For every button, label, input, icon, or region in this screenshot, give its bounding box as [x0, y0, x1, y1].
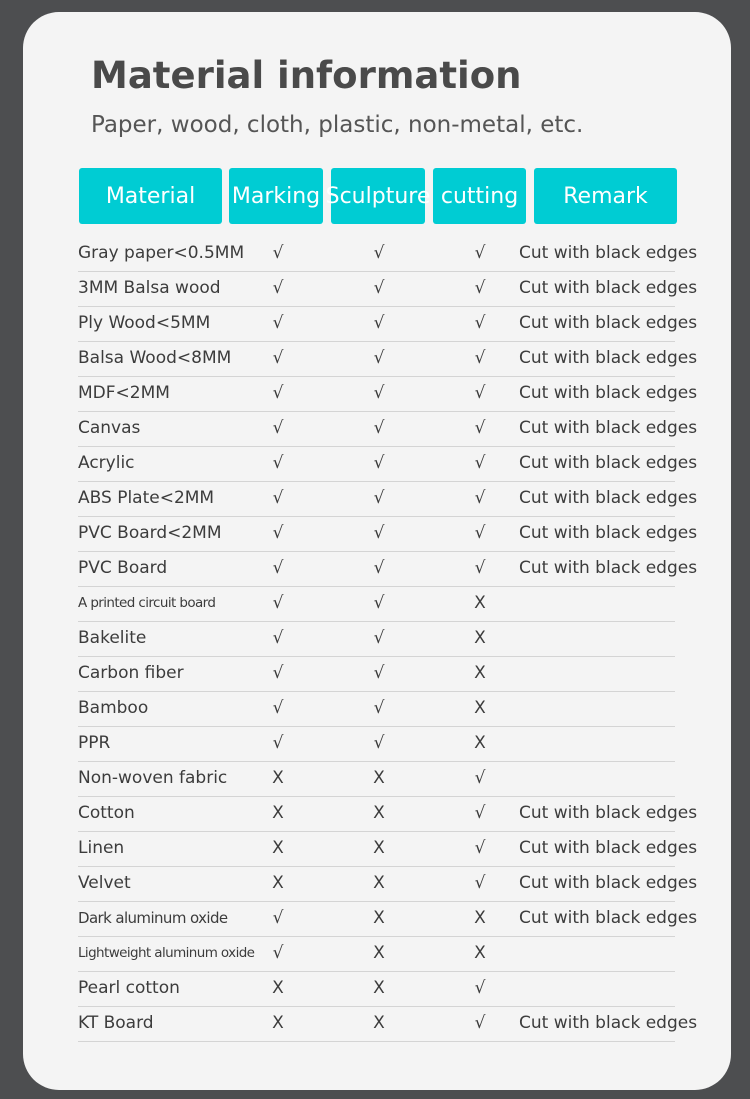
cutting-cell: √ [474, 453, 486, 473]
remark-cell: Cut with black edges [519, 383, 698, 403]
cutting-cell: √ [474, 243, 486, 263]
table-row [78, 1006, 698, 1042]
cutting-cell: √ [474, 523, 486, 543]
cutting-cell: √ [474, 558, 486, 578]
table-row [78, 586, 675, 622]
sculpture-cell: X [373, 768, 385, 788]
table-row [78, 761, 675, 797]
remark-cell: Cut with black edges [519, 803, 698, 823]
remark-cell [519, 656, 689, 691]
material-cell: Acrylic [78, 453, 135, 473]
table-row [78, 481, 698, 517]
sculpture-cell: X [373, 943, 385, 963]
cutting-cell: X [474, 698, 486, 718]
material-cell: MDF<2MM [78, 383, 170, 403]
remark-cell: Cut with black edges [519, 873, 698, 893]
material-cell: Lightweight aluminum oxide [78, 945, 255, 961]
sculpture-cell: √ [373, 278, 385, 298]
remark-cell: Cut with black edges [519, 313, 698, 333]
marking-cell: √ [272, 488, 284, 508]
remark-cell: Cut with black edges [519, 348, 698, 368]
table-row [78, 516, 698, 552]
cutting-cell: √ [474, 418, 486, 438]
remark-cell: Cut with black edges [519, 488, 698, 508]
material-cell: Gray paper<0.5MM [78, 243, 245, 263]
marking-cell: √ [272, 943, 284, 963]
table-row [78, 621, 675, 657]
table-row [78, 236, 698, 272]
sculpture-cell: √ [373, 733, 385, 753]
sculpture-cell: √ [373, 698, 385, 718]
material-cell: A printed circuit board [78, 595, 216, 611]
marking-cell: X [272, 768, 284, 788]
sculpture-cell: X [373, 908, 385, 928]
header-remark: Remark [534, 168, 677, 224]
sculpture-cell: X [373, 1013, 385, 1033]
marking-cell: √ [272, 663, 284, 683]
sculpture-cell: X [373, 803, 385, 823]
remark-cell [519, 971, 689, 1006]
sculpture-cell: √ [373, 663, 385, 683]
table-row [78, 656, 675, 692]
header-marking: Marking [229, 168, 323, 224]
cutting-cell: √ [474, 873, 486, 893]
marking-cell: √ [272, 453, 284, 473]
material-cell: Pearl cotton [78, 978, 180, 998]
marking-cell: X [272, 838, 284, 858]
remark-cell [519, 726, 689, 761]
table-row [78, 551, 698, 587]
remark-cell: Cut with black edges [519, 558, 698, 578]
material-cell: Cotton [78, 803, 135, 823]
remark-cell: Cut with black edges [519, 838, 698, 858]
header-material: Material [79, 168, 222, 224]
table-row [78, 866, 698, 902]
sculpture-cell: √ [373, 348, 385, 368]
remark-cell: Cut with black edges [519, 453, 698, 473]
table-row [78, 796, 698, 832]
sculpture-cell: √ [373, 243, 385, 263]
table-row [78, 901, 698, 937]
cutting-cell: √ [474, 1013, 486, 1033]
table-row [78, 411, 698, 447]
material-info-card [23, 12, 731, 1090]
material-cell: 3MM Balsa wood [78, 278, 221, 298]
marking-cell: √ [272, 593, 284, 613]
page-subtitle: Paper, wood, cloth, plastic, non-metal, etc. [91, 112, 584, 138]
remark-cell: Cut with black edges [519, 418, 698, 438]
table-row [78, 831, 698, 867]
table-row [78, 446, 698, 482]
sculpture-cell: √ [373, 418, 385, 438]
material-cell: Linen [78, 838, 125, 858]
remark-cell [519, 936, 689, 971]
page-title: Material information [91, 54, 522, 97]
sculpture-cell: X [373, 978, 385, 998]
marking-cell: X [272, 803, 284, 823]
marking-cell: X [272, 978, 284, 998]
table-row [78, 936, 675, 972]
cutting-cell: X [474, 733, 486, 753]
marking-cell: √ [272, 383, 284, 403]
cutting-cell: √ [474, 838, 486, 858]
cutting-cell: √ [474, 313, 486, 333]
cutting-cell: X [474, 663, 486, 683]
header-cutting: cutting [433, 168, 526, 224]
cutting-cell: √ [474, 978, 486, 998]
marking-cell: √ [272, 278, 284, 298]
marking-cell: X [272, 1013, 284, 1033]
marking-cell: √ [272, 523, 284, 543]
material-cell: Balsa Wood<8MM [78, 348, 232, 368]
marking-cell: √ [272, 733, 284, 753]
marking-cell: √ [272, 698, 284, 718]
cutting-cell: √ [474, 488, 486, 508]
remark-cell [519, 761, 689, 796]
material-cell: Velvet [78, 873, 131, 893]
material-cell: Canvas [78, 418, 141, 438]
remark-cell: Cut with black edges [519, 523, 698, 543]
marking-cell: √ [272, 348, 284, 368]
sculpture-cell: X [373, 873, 385, 893]
remark-cell: Cut with black edges [519, 1013, 698, 1033]
material-cell: Carbon fiber [78, 663, 184, 683]
cutting-cell: √ [474, 383, 486, 403]
marking-cell: √ [272, 908, 284, 928]
sculpture-cell: X [373, 838, 385, 858]
table-row [78, 306, 698, 342]
remark-cell [519, 621, 689, 656]
sculpture-cell: √ [373, 523, 385, 543]
cutting-cell: √ [474, 348, 486, 368]
material-cell: Bamboo [78, 698, 149, 718]
material-cell: Bakelite [78, 628, 147, 648]
marking-cell: √ [272, 418, 284, 438]
material-cell: Non-woven fabric [78, 768, 228, 788]
sculpture-cell: √ [373, 628, 385, 648]
marking-cell: X [272, 873, 284, 893]
cutting-cell: X [474, 908, 486, 928]
cutting-cell: √ [474, 278, 486, 298]
cutting-cell: X [474, 943, 486, 963]
sculpture-cell: √ [373, 383, 385, 403]
remark-cell: Cut with black edges [519, 278, 698, 298]
table-row [78, 341, 698, 377]
sculpture-cell: √ [373, 558, 385, 578]
cutting-cell: X [474, 628, 486, 648]
cutting-cell: √ [474, 768, 486, 788]
remark-cell: Cut with black edges [519, 908, 698, 928]
table-row [78, 726, 675, 762]
marking-cell: √ [272, 628, 284, 648]
material-cell: PPR [78, 733, 111, 753]
marking-cell: √ [272, 243, 284, 263]
sculpture-cell: √ [373, 488, 385, 508]
table-row [78, 271, 698, 307]
sculpture-cell: √ [373, 313, 385, 333]
remark-cell [519, 586, 689, 621]
remark-cell: Cut with black edges [519, 243, 698, 263]
material-cell: KT Board [78, 1013, 154, 1033]
material-cell: PVC Board<2MM [78, 523, 222, 543]
material-cell: Ply Wood<5MM [78, 313, 211, 333]
table-row [78, 691, 675, 727]
table-row [78, 971, 675, 1007]
table-row [78, 376, 698, 412]
material-cell: PVC Board [78, 558, 168, 578]
remark-cell [519, 691, 689, 726]
marking-cell: √ [272, 558, 284, 578]
header-sculpture: Sculpture [331, 168, 425, 224]
cutting-cell: √ [474, 803, 486, 823]
marking-cell: √ [272, 313, 284, 333]
material-cell: Dark aluminum oxide [78, 909, 228, 927]
material-cell: ABS Plate<2MM [78, 488, 215, 508]
sculpture-cell: √ [373, 593, 385, 613]
sculpture-cell: √ [373, 453, 385, 473]
cutting-cell: X [474, 593, 486, 613]
